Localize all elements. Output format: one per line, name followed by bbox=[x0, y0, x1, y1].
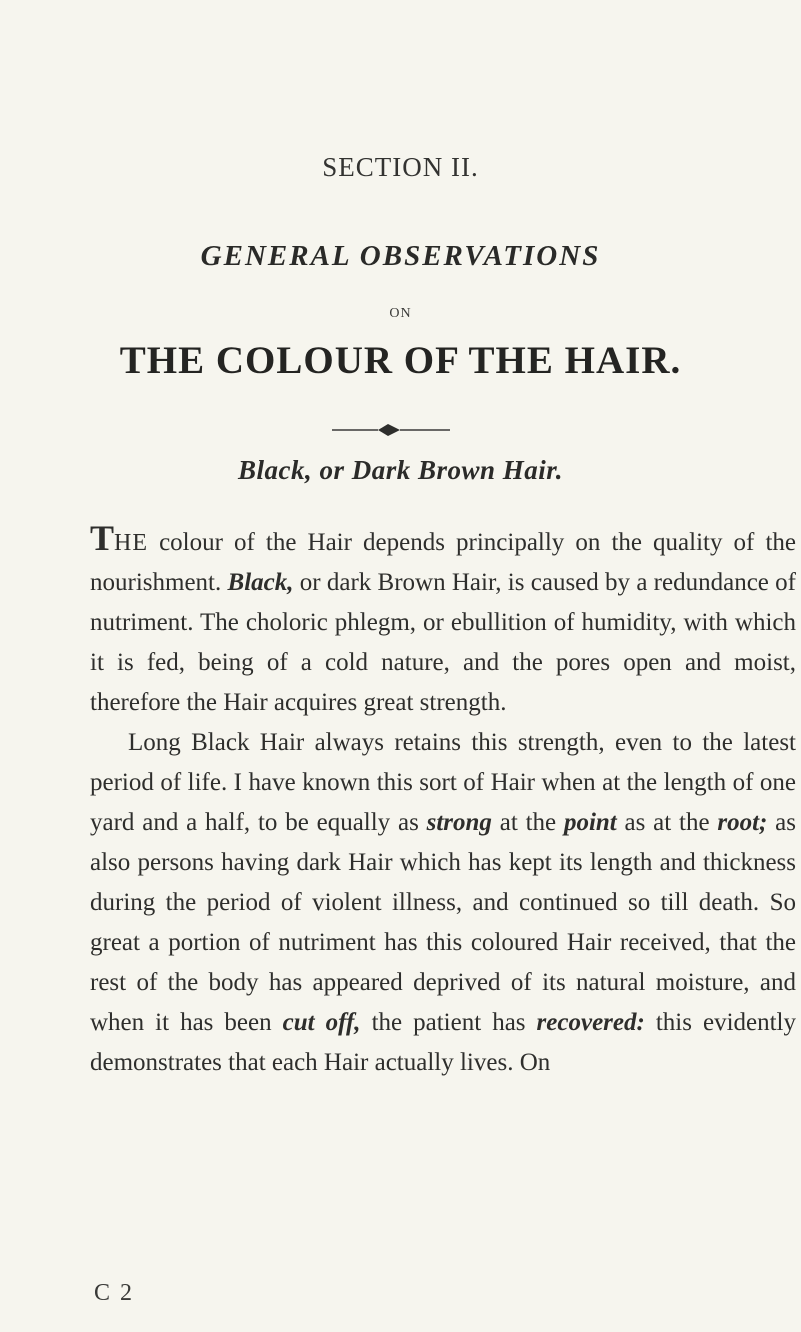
body-text bbox=[90, 520, 796, 1083]
small-caps-text: HE bbox=[114, 530, 149, 556]
paragraph-1-text-a: colour of the Hair depends principally on the quality of the nourishment. bbox=[90, 529, 796, 596]
paragraph-2-text-c: as at the bbox=[616, 809, 718, 836]
emphasis-strong: strong bbox=[426, 809, 492, 836]
paragraph-2-text-a: Long Black Hair always retains this strength, even to the latest period of life. I have known this sort of Hair when at the length of one yard and a half, to be equally as bbox=[90, 729, 796, 836]
subtitle-general-observations: GENERAL OBSERVATIONS bbox=[200, 240, 601, 272]
paragraph-1 bbox=[90, 520, 796, 723]
emphasis-black: Black, bbox=[227, 569, 294, 596]
signature-mark: C 2 bbox=[94, 1280, 135, 1306]
section-heading: SECTION II. bbox=[322, 152, 479, 182]
emphasis-point: point bbox=[563, 809, 617, 836]
subtitle-on: ON bbox=[389, 306, 412, 321]
ornamental-rule-icon bbox=[330, 420, 452, 440]
emphasis-cut-off: cut off, bbox=[282, 1009, 361, 1036]
emphasis-root: root; bbox=[717, 809, 768, 836]
paragraph-2-text-d: as also persons having dark Hair which has kept its length and thickness during the period of violent illness, and continued so till death. So great a portion of nutriment has this coloured Hair received, that the rest of the body has appeared deprived of its natural moisture, and when it has been bbox=[90, 809, 796, 1036]
subsection-heading: Black, or Dark Brown Hair. bbox=[237, 455, 564, 485]
paragraph-1-text-b: or dark Brown Hair, is caused by a redundance of nutriment. The choloric phlegm, or ebullition of humidity, with which it is fed, being of a cold nature, and the pores open and moist, therefore the Hair acquires great strength. bbox=[90, 569, 796, 716]
paragraph-2-text-f: this evidently demonstrates that each Hair actually lives. On bbox=[90, 1009, 796, 1076]
emphasis-recovered: recovered: bbox=[536, 1009, 645, 1036]
main-title: THE COLOUR OF THE HAIR. bbox=[119, 339, 682, 382]
paragraph-2-text-b: at the bbox=[491, 809, 564, 836]
paragraph-2-text-e: the patient has bbox=[360, 1009, 537, 1036]
drop-cap: T bbox=[90, 518, 115, 558]
paragraph-2 bbox=[90, 723, 796, 1083]
